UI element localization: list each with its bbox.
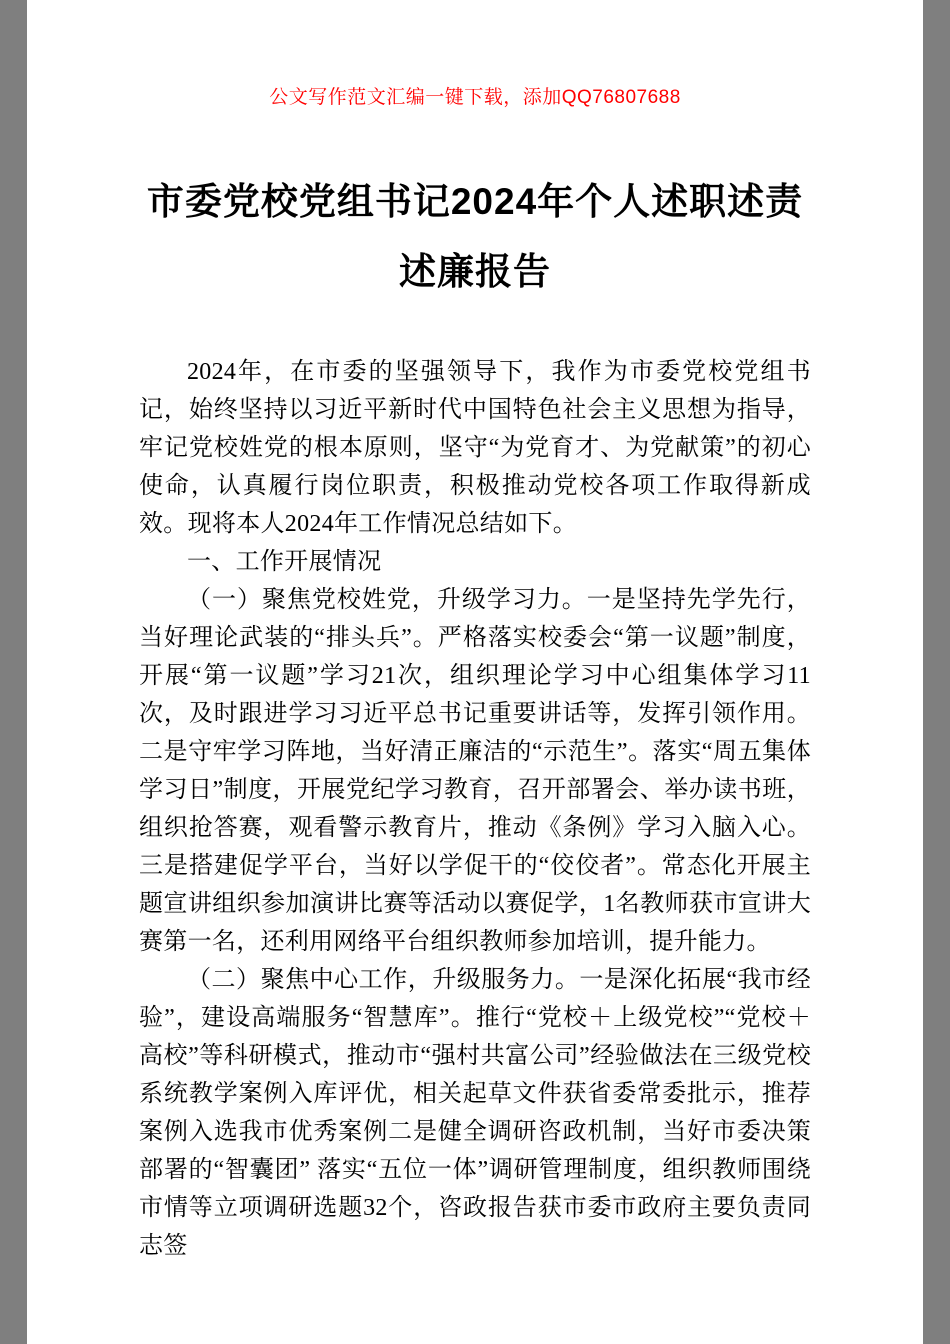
section-heading-work-overview: 一、工作开展情况 xyxy=(187,549,382,575)
viewer-background-right xyxy=(923,0,950,1344)
paragraph-section-one: （一）聚焦党校姓党，升级学习力。一是坚持先学先行，当好理论武装的“排头兵”。严格落实校委会“第一议题”制度，开展“第一议题”学习21次，组织理论学习中心组集体学习11次，及时跟进学习习近平总书记重要讲话等，发挥引领作用。二是守牢学习阵地，当好清正廉洁的“示范生”。落实“周五集体学习日”制度，开展党纪学习教育，召开部署会、举办读书班，组织抢答赛，观看警示教育片，推动《条例》学习入脑入心。三是搭建促学平台，当好以学促干的“佼佼者”。常态化开展主题宣讲组织参加演讲比赛等活动以赛促学，1名教师获市宣讲大赛第一名，还利用网络平台组织教师参加培训，提升能力。 xyxy=(139,587,811,955)
viewer-background-left xyxy=(0,0,27,1344)
paragraph-intro: 2024年，在市委的坚强领导下，我作为市委党校党组书记，始终坚持以习近平新时代中国特色社会主义思想为指导，牢记党校姓党的根本原则，坚守“为党育才、为党献策”的初心使命，认真履行岗位职责，积极推动党校各项工作取得新成效。现将本人2024年工作情况总结如下。 xyxy=(139,359,811,537)
promo-notice: 公文写作范文汇编一键下载，添加QQ76807688 xyxy=(269,87,681,108)
document-body xyxy=(139,353,811,1265)
document-page xyxy=(27,0,923,1344)
paragraph-section-two: （二）聚焦中心工作，升级服务力。一是深化拓展“我市经验”，建设高端服务“智慧库”。推行“党校＋上级党校”“党校＋高校”等科研模式，推动市“强村共富公司”经验做法在三级党校系统教学案例入库评优，相关起草文件获省委常委批示，推荐案例入选我市优秀案例二是健全调研咨政机制，当好市委决策部署的“智囊团” 落实“五位一体”调研管理制度，组织教师围绕市情等立项调研选题32个，咨政报告获市委市政府主要负责同志签 xyxy=(139,967,811,1259)
document-title: 市委党校党组书记2024年个人述职述责述廉报告 xyxy=(146,181,804,292)
